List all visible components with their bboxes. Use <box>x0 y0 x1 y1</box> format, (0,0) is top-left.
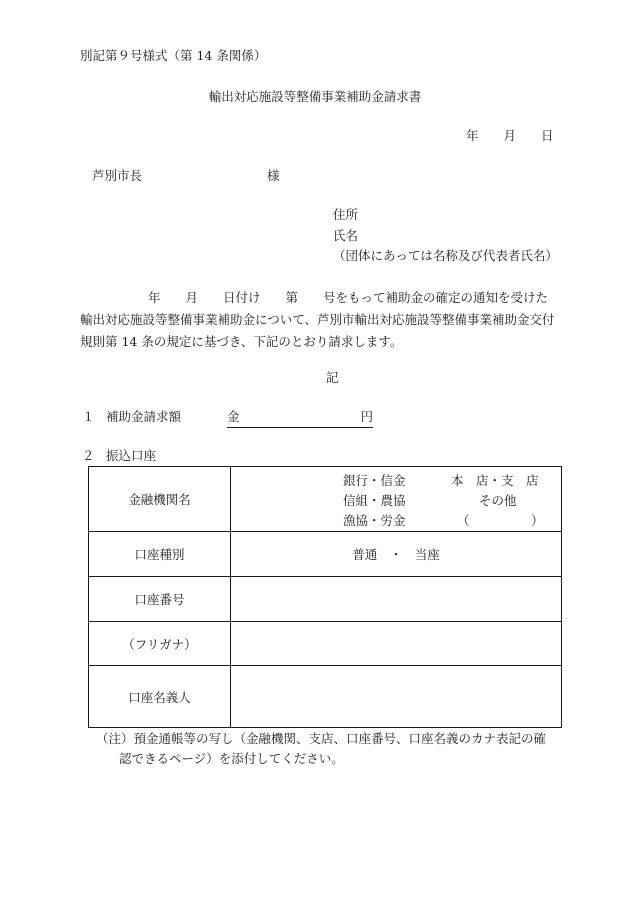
institution-type-3: 漁協・労金 <box>343 513 406 528</box>
branch-type-3 <box>451 511 544 531</box>
amount-prefix: 金 <box>227 409 240 424</box>
account-number-label: 口座番号 <box>89 577 231 622</box>
item1-label: 補助金請求額 <box>106 409 182 424</box>
account-number-row <box>89 577 562 622</box>
note-line-2: 認できるページ）を添付してください。 <box>119 751 344 766</box>
amount-suffix: 円 <box>360 409 373 424</box>
address-label: 住所 <box>333 207 359 222</box>
account-holder-field[interactable] <box>231 666 562 728</box>
institution-row <box>89 467 562 532</box>
furigana-label: （フリガナ） <box>89 622 231 666</box>
account-holder-label: 口座名義人 <box>89 666 231 728</box>
form-style-reference: 別記第９号様式（第 14 条関係） <box>80 48 267 63</box>
item1-number: １ <box>82 409 95 424</box>
branch-other-close: ） <box>531 513 544 528</box>
account-holder-row <box>89 666 562 728</box>
item2-number: ２ <box>82 448 95 463</box>
addressee-honorific: 様 <box>267 168 280 183</box>
statement-line-1: 年 月 日付け 第 号をもって補助金の確定の通知を受けた <box>148 290 549 305</box>
furigana-field[interactable] <box>231 622 562 666</box>
institution-options[interactable] <box>231 467 562 532</box>
date-line: 年 月 日 <box>466 128 554 143</box>
account-type-value[interactable]: 普通 ・ 当座 <box>231 532 562 577</box>
amount-field[interactable] <box>227 411 373 428</box>
branch-type-1: 本 店・支 店 <box>451 473 539 488</box>
account-type-label: 口座種別 <box>89 532 231 577</box>
ki-heading: 記 <box>326 370 339 385</box>
name-label: 氏名 <box>333 228 359 243</box>
furigana-row <box>89 622 562 666</box>
addressee-name: 芦別市長 <box>92 168 143 183</box>
institution-type-1: 銀行・信金 <box>343 473 406 488</box>
branch-type-2: その他 <box>479 493 517 508</box>
note-line-1: （注）預金通帳等の写し（金融機関、支店、口座番号、口座名義のカナ表記の確 <box>96 731 547 746</box>
bank-account-table <box>88 466 562 728</box>
branch-other-open: （ <box>457 513 470 528</box>
document-title: 輸出対応施設等整備事業補助金請求書 <box>208 89 422 104</box>
account-type-row <box>89 532 562 577</box>
statement-line-2: 輸出対応施設等整備事業補助金について、芦別市輸出対応施設等整備事業補助金交付 <box>80 312 555 327</box>
institution-label: 金融機関名 <box>89 467 231 532</box>
item2-label: 振込口座 <box>106 448 157 463</box>
organization-note: （団体にあっては名称及び代表者氏名） <box>333 248 558 263</box>
request-statement <box>80 287 580 353</box>
account-number-field[interactable] <box>231 577 562 622</box>
institution-type-2: 信組・農協 <box>343 493 406 508</box>
statement-line-3: 規則第 14 条の規定に基づき、下記のとおり請求します。 <box>80 334 403 349</box>
